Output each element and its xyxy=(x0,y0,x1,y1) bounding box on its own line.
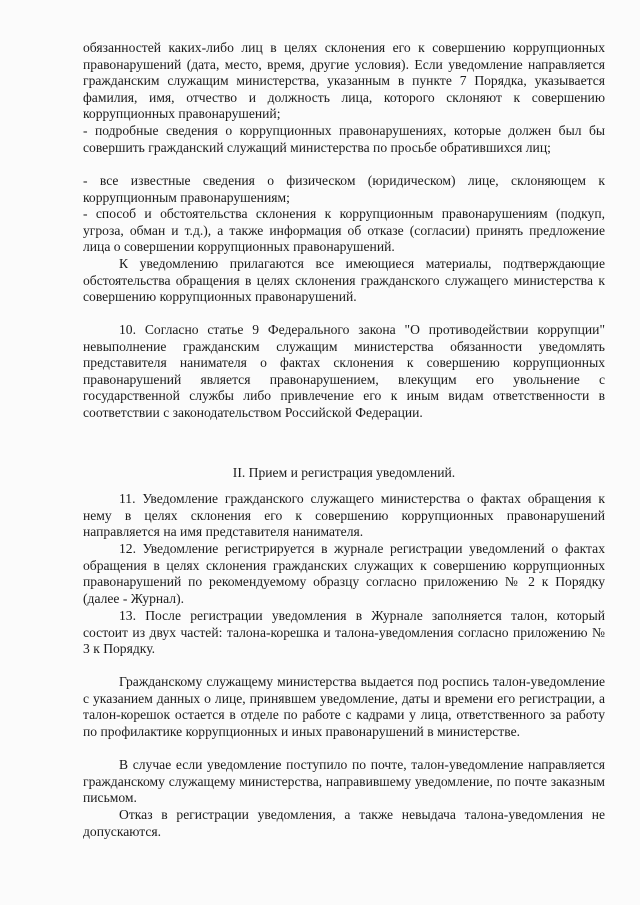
section-heading: II. Прием и регистрация уведомлений. xyxy=(232,465,456,480)
paragraph-attached-materials: К уведомлению прилагаются все имеющиеся материалы, подтверждающие обстоятельства обращения в целях склонения гражданского служащего министерства к совершению коррупционных правонарушений. xyxy=(83,256,605,305)
paragraph-postal-delivery: В случае если уведомление поступило по почте, талон-уведомление направляется гражданскому служащему министерства, направившему уведомление, по почте заказным письмом. xyxy=(83,757,605,806)
paragraph-item-10: 10. Согласно статье 9 Федерального закона "О противодействии коррупции" невыполнение гражданским служащим министерства обязанности уведомлять представителя нанимателя о фактах склонения к совершению коррупционных правонарушений является правонарушением, влекущим его увольнение с государственной службы либо привлечение его к иным видам ответственности в соответствии с законодательством Российской Федерации. xyxy=(83,322,605,420)
paragraph-refusal: Отказ в регистрации уведомления, а также невыдача талона-уведомления не допускаются. xyxy=(83,807,605,839)
paragraph-method-circumstances: - способ и обстоятельства склонения к коррупционным правонарушениям (подкуп, угроза, обман и т.д.), а также информация об отказе (согласии) принять предложение лица о совершении коррупционных правонарушений. xyxy=(83,206,605,255)
paragraph-item-13: 13. После регистрации уведомления в Журнале заполняется талон, который состоит из двух частей: талона-корешка и талона-уведомления согласно приложению № 3 к Порядку. xyxy=(83,608,605,657)
paragraph-violation-details: - подробные сведения о коррупционных правонарушениях, которые должен был бы совершить гражданский служащий министерства по просьбе обратившихся лиц; xyxy=(83,123,605,155)
paragraph-item-11: 11. Уведомление гражданского служащего министерства о фактах обращения к нему в целях склонения его к совершению коррупционных правонарушений направляется на имя представителя нанимателя. xyxy=(83,491,605,540)
paragraph-person-details: - все известные сведения о физическом (юридическом) лице, склоняющем к коррупционным правонарушениям; xyxy=(83,173,605,205)
paragraph-coupon-issuance: Гражданскому служащему министерства выдается под роспись талон-уведомление с указанием данных о лице, принявшем уведомление, даты и времени его регистрации, а талон-корешок остается в отделе по работе с кадрами у лица, ответственного за работу по профилактике коррупционных и иных правонарушений в министерстве. xyxy=(83,674,605,739)
paragraph-obligations-continued: обязанностей каких-либо лиц в целях склонения его к совершению коррупционных правонарушений (дата, место, время, другие условия). Если уведомление направляется гражданским служащим министерства, указанным в пункте 7 Порядка, указывается фамилия, имя, отчество и должность лица, которого склоняют к совершению коррупционных правонарушений; xyxy=(83,40,605,122)
paragraph-item-12: 12. Уведомление регистрируется в журнале регистрации уведомлений о фактах обращения в целях склонения гражданских служащих к совершению коррупционных правонарушений по рекомендуемому образцу согласно приложению № 2 к Порядку (далее - Журнал). xyxy=(83,541,605,606)
